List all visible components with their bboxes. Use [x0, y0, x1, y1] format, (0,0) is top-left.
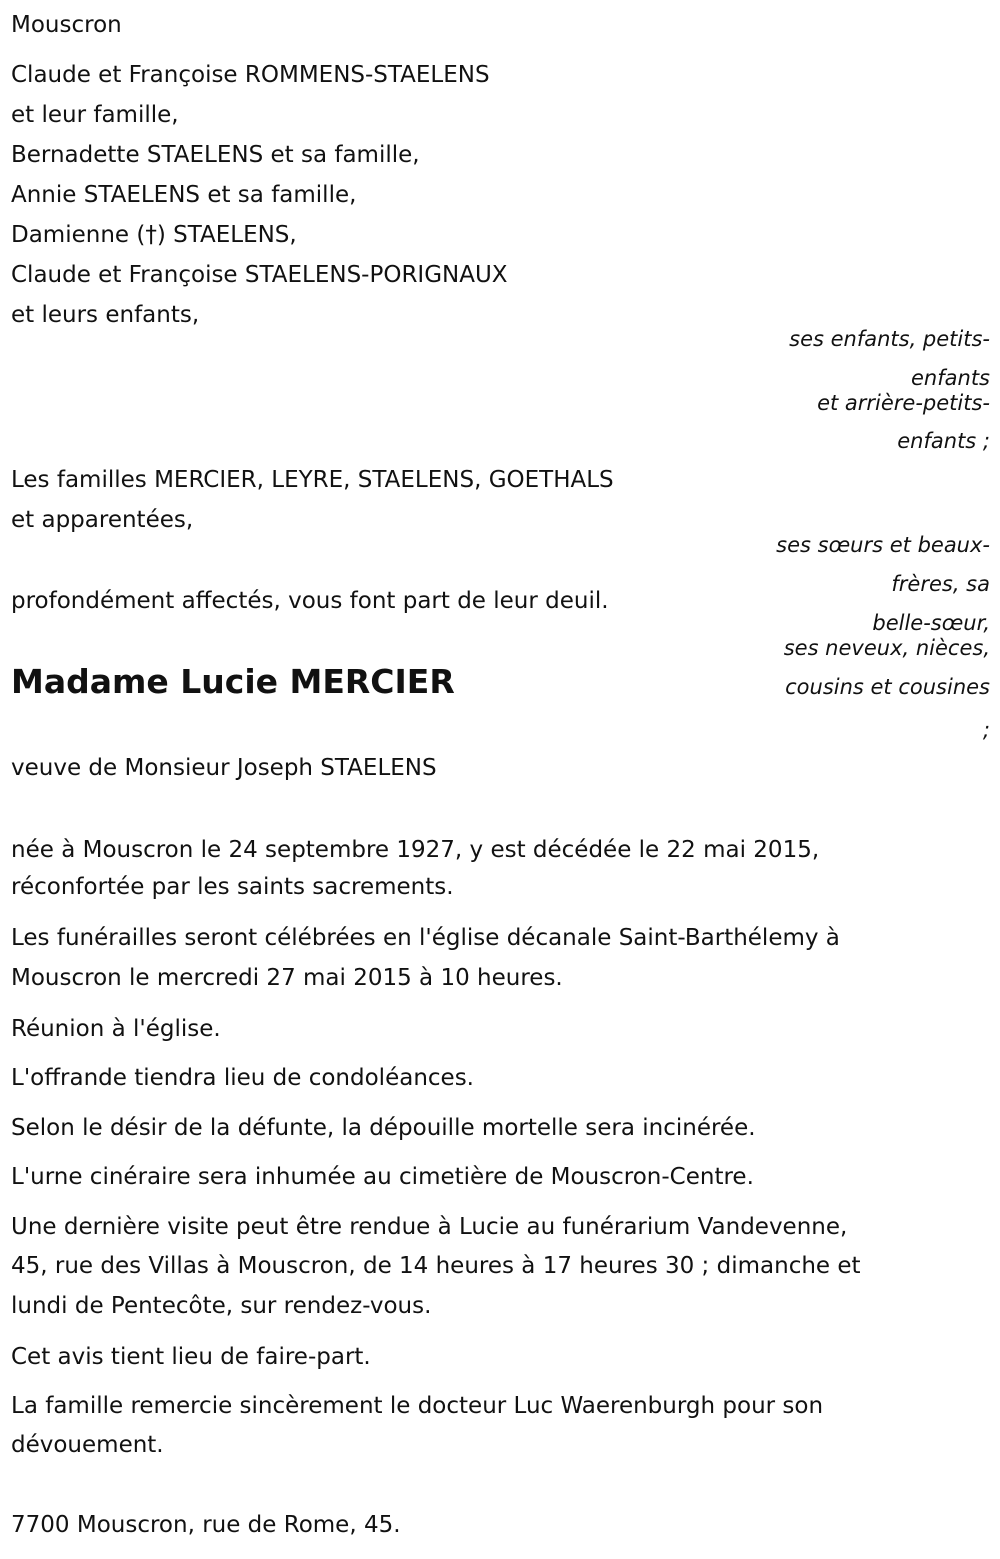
family-line: Annie STAELENS et sa famille,: [11, 182, 357, 208]
body-line: réconfortée par les saints sacrements.: [11, 874, 454, 900]
relation-line: ses sœurs et beaux-: [776, 533, 990, 557]
city-heading: Mouscron: [11, 12, 122, 38]
body-line: Mouscron le mercredi 27 mai 2015 à 10 heures.: [11, 965, 563, 991]
deceased-name: Madame Lucie MERCIER: [11, 662, 455, 701]
widow-of: veuve de Monsieur Joseph STAELENS: [11, 755, 437, 781]
body-line: Cet avis tient lieu de faire-part.: [11, 1344, 371, 1370]
body-line: Les funérailles seront célébrées en l'église décanale Saint-Barthélemy à: [11, 925, 840, 951]
body-line: lundi de Pentecôte, sur rendez-vous.: [11, 1293, 432, 1319]
body-line: La famille remercie sincèrement le docteur Luc Waerenburgh pour son: [11, 1393, 824, 1419]
relation-line: enfants ;: [897, 429, 990, 453]
family-line: Claude et Françoise STAELENS-PORIGNAUX: [11, 262, 508, 288]
relation-line: frères, sa: [891, 572, 990, 596]
announcement: profondément affectés, vous font part de leur deuil.: [11, 588, 609, 614]
relation-line: enfants: [911, 366, 990, 390]
family-line: et leur famille,: [11, 102, 179, 128]
body-line: dévouement.: [11, 1432, 164, 1458]
family-line: Claude et Françoise ROMMENS-STAELENS: [11, 62, 490, 88]
family-line: Bernadette STAELENS et sa famille,: [11, 142, 420, 168]
body-line: Selon le désir de la défunte, la dépouille mortelle sera incinérée.: [11, 1115, 756, 1141]
body-line: née à Mouscron le 24 septembre 1927, y est décédée le 22 mai 2015,: [11, 837, 820, 863]
relation-line: ses neveux, nièces,: [783, 636, 990, 660]
body-line: 45, rue des Villas à Mouscron, de 14 heures à 17 heures 30 ; dimanche et: [11, 1253, 861, 1279]
family-line: Damienne (†) STAELENS,: [11, 222, 297, 248]
relation-line: belle-sœur,: [872, 611, 990, 635]
relation-line: cousins et cousines: [785, 675, 990, 699]
body-line: Une dernière visite peut être rendue à Lucie au funérarium Vandevenne,: [11, 1214, 848, 1240]
address: 7700 Mouscron, rue de Rome, 45.: [11, 1512, 401, 1538]
body-line: Réunion à l'église.: [11, 1016, 221, 1042]
body-line: L'urne cinéraire sera inhumée au cimetière de Mouscron-Centre.: [11, 1164, 754, 1190]
relation-line: et arrière-petits-: [817, 391, 990, 415]
body-line: L'offrande tiendra lieu de condoléances.: [11, 1065, 474, 1091]
family-line: et leurs enfants,: [11, 302, 200, 328]
relation-line: ses enfants, petits-: [789, 327, 990, 351]
relation-line: ;: [982, 718, 990, 742]
relatives-line: Les familles MERCIER, LEYRE, STAELENS, GOETHALS: [11, 467, 614, 493]
relatives-line: et apparentées,: [11, 507, 194, 533]
